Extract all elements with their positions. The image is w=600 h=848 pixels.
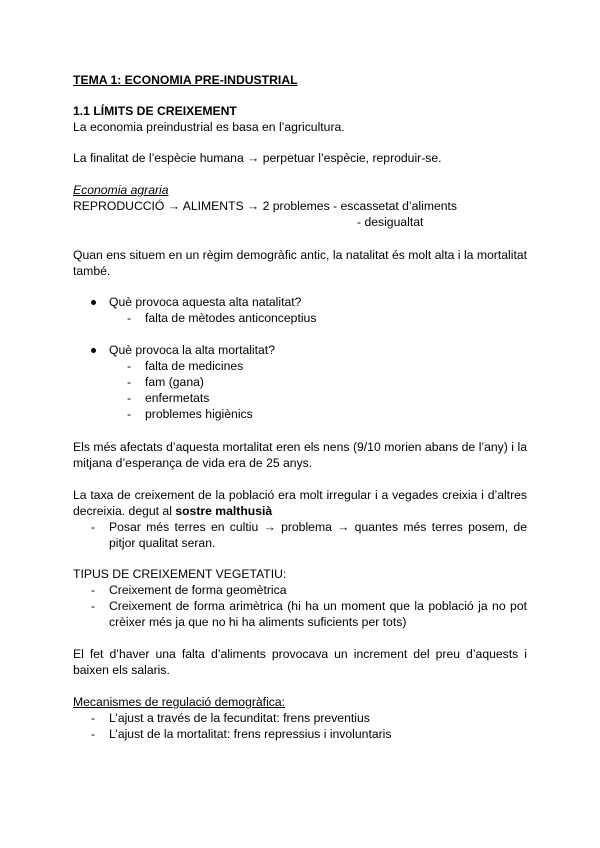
tipus-item: Creixement de forma geomètrica: [109, 583, 287, 597]
q2-item: fam (gana): [145, 375, 204, 389]
dash-icon: -: [127, 311, 132, 325]
paragraph-4: Els més afectats d’aquesta mortalitat eren els nens (9/10 morien abans de l’any) i la mitjana d’esperança de vida era de 25 anys.: [73, 440, 527, 470]
q2-item: falta de medicines: [145, 359, 244, 373]
agraria-line: REPRODUCCIÓ → ALIMENTS → 2 problemes - escassetat d’aliments: [73, 199, 458, 213]
dash-icon: -: [127, 359, 132, 373]
question-2: Què provoca la alta mortalitat?: [109, 343, 275, 357]
dash-icon: -: [91, 583, 96, 597]
paragraph-3: Quan ens situem en un règim demogràfic antic, la natalitat és molt alta i la mortalitat també.: [73, 248, 527, 278]
dash-icon: -: [127, 375, 132, 389]
paragraph-5: [73, 487, 527, 519]
q2-item: enfermetats: [145, 391, 210, 405]
mecanismes-heading: Mecanismes de regulació demogràfica:: [73, 695, 286, 709]
mecanismes-item: L’ajust a través de la fecunditat: frens preventius: [109, 711, 370, 725]
question-1: Què provoca aquesta alta natalitat?: [109, 295, 302, 309]
dash-icon: -: [91, 711, 96, 725]
dash-icon: -: [91, 599, 96, 613]
paragraph-2: La finalitat de l’espècie humana → perpetuar l’espècie, reproduir-se.: [73, 151, 442, 165]
dash-icon: -: [127, 407, 132, 421]
paragraph-5-text: La taxa de creixement de la població era molt irregular i a vegades creixia i d’altres decreixia. degut al: [73, 488, 527, 518]
bullet-icon: [91, 300, 96, 305]
mecanismes-item: L’ajust de la mortalitat: frens repressius i involuntaris: [109, 727, 392, 741]
q1-item: falta de mètodes anticonceptius: [145, 311, 317, 325]
bullet-icon: [91, 348, 96, 353]
agraria-heading: Economia agraria: [73, 183, 169, 197]
dash-icon: -: [91, 727, 96, 741]
p5-item: Posar més terres en cultiu → problema → quantes més terres posem, de pitjor qualitat seran.: [109, 520, 527, 550]
tipus-item: Creixement de forma arimètrica (hi ha un moment que la població ja no pot crèixer més ja que no hi ha aliments suficients per tots): [109, 599, 527, 629]
paragraph-6: El fet d’haver una falta d’aliments provocava un increment del preu d’aquests i baixen els salaris.: [73, 647, 527, 677]
paragraph-1: La economia preindustrial es basa en l’agricultura.: [73, 120, 345, 134]
sostre-malthusia: sostre malthusià: [175, 504, 273, 518]
tipus-heading: TIPUS DE CREIXEMENT VEGETATIU:: [73, 567, 287, 581]
dash-icon: -: [127, 391, 132, 405]
dash-icon: -: [91, 520, 96, 534]
page-title: TEMA 1: ECONOMIA PRE-INDUSTRIAL: [73, 73, 298, 87]
q2-item: problemes higiènics: [145, 407, 253, 421]
agraria-line-2: - desigualtat: [357, 215, 424, 229]
section-heading: 1.1 LÍMITS DE CREIXEMENT: [73, 104, 237, 118]
